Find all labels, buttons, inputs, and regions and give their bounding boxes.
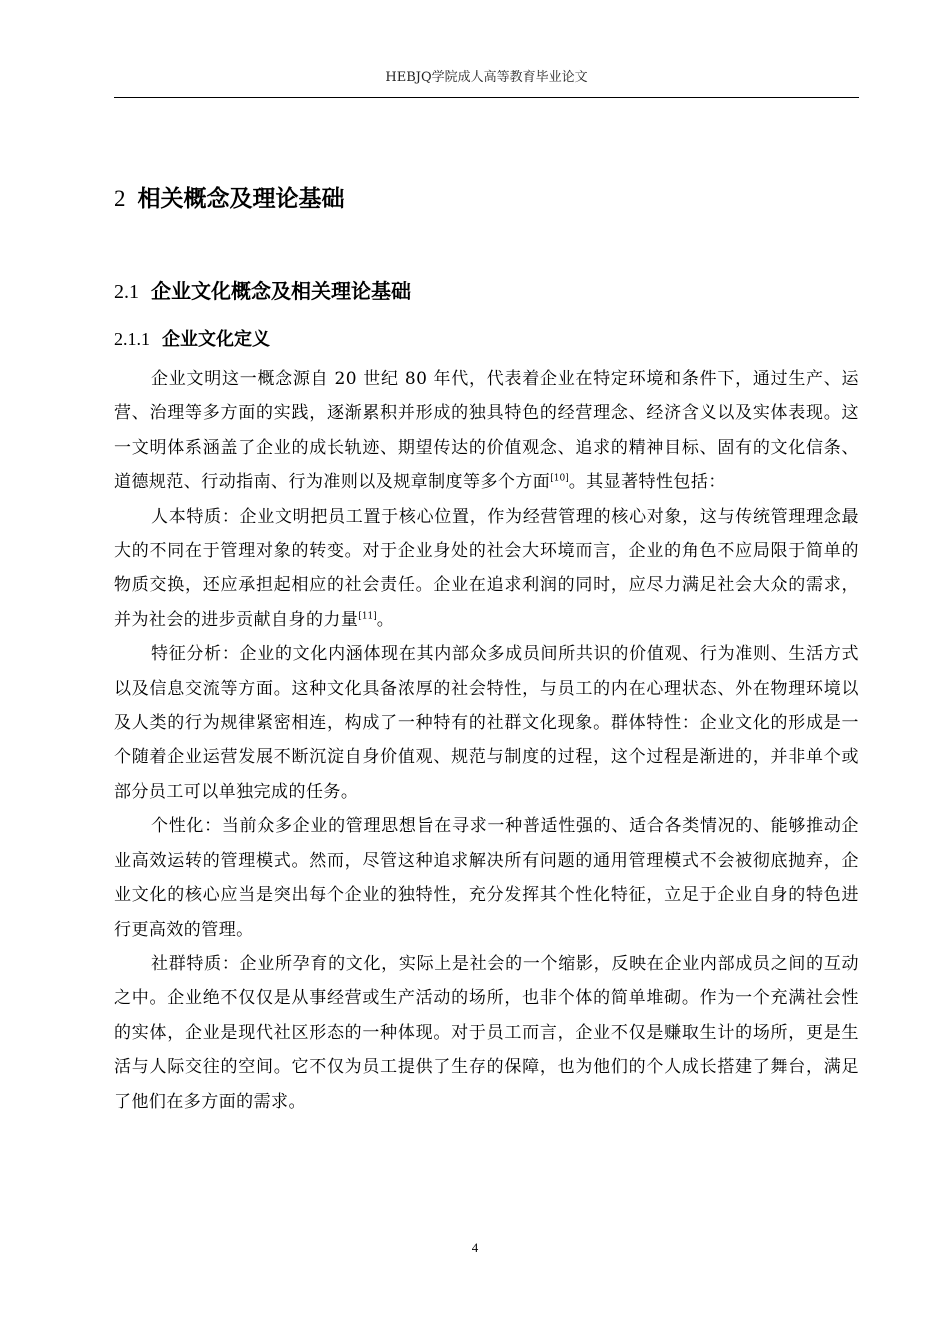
subsection-title: 企业文化定义 — [162, 329, 270, 350]
paragraph-text-tail: 。 — [376, 609, 395, 630]
chapter-number: 2 — [114, 186, 126, 211]
citation-marker: [10] — [550, 473, 569, 484]
chapter-heading — [114, 180, 345, 213]
paragraph-definition — [114, 362, 859, 500]
chapter-title: 相关概念及理论基础 — [137, 186, 345, 212]
paragraph-text: 企业文明这一概念源自 20 世纪 80 年代，代表着企业在特定环境和条件下，通过生产、运营、治理等多方面的实践，逐渐累积并形成的独具特色的经营理念、经济含义以及实体表现。这一文明体系涵盖了企业的成长轨迹、期望传达的价值观念、追求的精神目标、固有的文化信条、道德规范、行动指南、行为准则以及规章制度等多个方面 — [114, 369, 859, 493]
subsection-number: 2.1.1 — [114, 329, 150, 349]
paragraph-text: 社群特质：企业所孕育的文化，实际上是社会的一个缩影，反映在企业内部成员之间的互动之中。企业绝不仅仅是从事经营或生产活动的场所，也非个体的简单堆砌。作为一个充满社会性的实体，企业是现代社区形态的一种体现。对于员工而言，企业不仅是赚取生计的场所，更是生活与人际交往的空间。它不仅为员工提供了生存的保障，也为他们的个人成长搭建了舞台，满足了他们在多方面的需求。 — [114, 953, 859, 1112]
page-number: 4 — [471, 1240, 479, 1255]
paragraph-humanistic — [114, 500, 859, 638]
header-rule — [114, 97, 859, 98]
citation-marker: [11] — [358, 611, 377, 622]
section-title: 企业文化概念及相关理论基础 — [151, 279, 411, 303]
subsection-heading — [114, 325, 270, 351]
body-text — [114, 362, 859, 1119]
section-heading — [114, 275, 411, 304]
paragraph-text-tail: 。其显著特性包括： — [568, 472, 726, 493]
paragraph-individuality — [114, 809, 859, 947]
paragraph-text: 人本特质：企业文明把员工置于核心位置，作为经营管理的核心对象，这与传统管理理念最大的不同在于管理对象的转变。对于企业身处的社会大环境而言，企业的角色不应局限于简单的物质交换，还应承担起相应的社会责任。企业在追求利润的同时，应尽力满足社会大众的需求，并为社会的进步贡献自身的力量 — [114, 506, 859, 630]
running-header: HEBJQ学院成人高等教育毕业论文 — [385, 70, 588, 85]
section-number: 2.1 — [114, 281, 139, 303]
paragraph-text: 特征分析：企业的文化内涵体现在其内部众多成员间所共识的价值观、行为准则、生活方式以及信息交流等方面。这种文化具备浓厚的社会特性，与员工的内在心理状态、外在物理环境以及人类的行为规律紧密相连，构成了一种特有的社群文化现象。群体特性：企业文化的形成是一个随着企业运营发展不断沉淀自身价值观、规范与制度的过程，这个过程是渐进的，并非单个或部分员工可以单独完成的任务。 — [114, 644, 859, 802]
paragraph-text: 个性化：当前众多企业的管理思想旨在寻求一种普适性强的、适合各类情况的、能够推动企业高效运转的管理模式。然而，尽管这种追求解决所有问题的通用管理模式不会被彻底抛弃，企业文化的核心应当是突出每个企业的独特性，充分发挥其个性化特征，立足于企业自身的特色进行更高效的管理。 — [114, 816, 859, 940]
paragraph-features — [114, 637, 859, 809]
paragraph-community — [114, 947, 859, 1119]
